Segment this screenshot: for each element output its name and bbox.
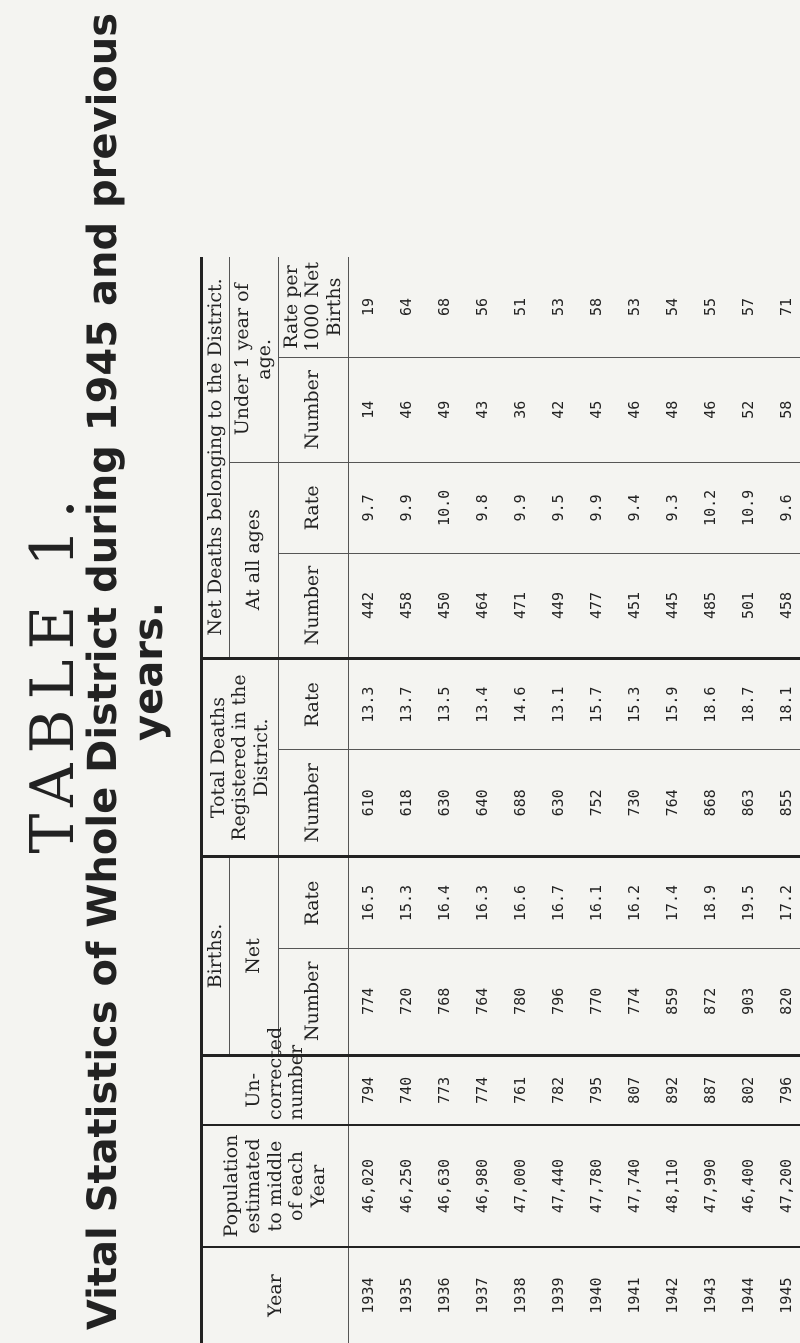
cell-uncorrected: 761 <box>501 1055 539 1125</box>
table-row <box>577 257 615 1343</box>
header-registered-deaths: Total Deaths Registered in the District. <box>202 658 279 856</box>
cell-deaths-number: 630 <box>539 750 577 857</box>
cell-deaths-number: 688 <box>501 750 539 857</box>
vital-statistics-table <box>200 257 800 1343</box>
header-population: Population estimated to middle of each Year <box>202 1125 349 1247</box>
cell-uncorrected: 740 <box>387 1055 425 1125</box>
cell-net-number: 458 <box>767 554 800 659</box>
table-body <box>349 257 800 1343</box>
cell-infant-rate: 19 <box>349 257 388 357</box>
cell-net-rate: 9.6 <box>767 462 800 554</box>
cell-deaths-number: 868 <box>691 750 729 857</box>
cell-deaths-number: 610 <box>349 750 388 857</box>
cell-deaths-rate: 15.9 <box>653 658 691 750</box>
cell-infant-number: 48 <box>653 357 691 462</box>
cell-births-rate: 15.3 <box>387 857 425 949</box>
cell-births-rate: 17.2 <box>767 857 800 949</box>
cell-births-rate: 16.6 <box>501 857 539 949</box>
cell-births-number: 780 <box>501 948 539 1055</box>
cell-deaths-rate: 15.7 <box>577 658 615 750</box>
cell-population: 46,980 <box>463 1125 501 1247</box>
cell-births-rate: 16.4 <box>425 857 463 949</box>
cell-births-rate: 16.7 <box>539 857 577 949</box>
cell-uncorrected: 774 <box>463 1055 501 1125</box>
header-net-rate: Rate <box>278 462 349 554</box>
cell-net-rate: 9.9 <box>577 462 615 554</box>
cell-population: 47,990 <box>691 1125 729 1247</box>
cell-uncorrected: 802 <box>729 1055 767 1125</box>
cell-year: 1939 <box>549 1277 568 1314</box>
cell-year: 1940 <box>587 1277 606 1314</box>
cell-net-rate: 9.9 <box>387 462 425 554</box>
cell-net-rate: 10.0 <box>425 462 463 554</box>
cell-births-rate: 16.3 <box>463 857 501 949</box>
cell-deaths-rate: 15.3 <box>615 658 653 750</box>
cell-net-number: 449 <box>539 554 577 659</box>
cell-infant-number: 46 <box>691 357 729 462</box>
cell-population: 48,110 <box>653 1125 691 1247</box>
cell-infant-number: 49 <box>425 357 463 462</box>
cell-uncorrected: 782 <box>539 1055 577 1125</box>
cell-births-number: 774 <box>349 948 388 1055</box>
cell-net-number: 485 <box>691 554 729 659</box>
cell-births-rate: 16.1 <box>577 857 615 949</box>
cell-infant-number: 45 <box>577 357 615 462</box>
cell-births-rate: 18.9 <box>691 857 729 949</box>
table-row <box>615 257 653 1343</box>
table-row <box>767 257 800 1343</box>
table-row <box>539 257 577 1343</box>
table-row <box>691 257 729 1343</box>
cell-uncorrected: 796 <box>767 1055 800 1125</box>
cell-year: 1938 <box>511 1277 530 1314</box>
cell-year: 1944 <box>739 1277 758 1314</box>
cell-year: 1941 <box>625 1277 644 1314</box>
cell-births-number: 903 <box>729 948 767 1055</box>
cell-infant-number: 46 <box>387 357 425 462</box>
cell-deaths-rate: 13.7 <box>387 658 425 750</box>
cell-infant-number: 52 <box>729 357 767 462</box>
cell-deaths-rate: 18.7 <box>729 658 767 750</box>
cell-infant-number: 58 <box>767 357 800 462</box>
table-title: TABLE 1. <box>18 489 88 854</box>
cell-deaths-number: 630 <box>425 750 463 857</box>
cell-infant-number: 42 <box>539 357 577 462</box>
cell-infant-rate: 68 <box>425 257 463 357</box>
header-uncorrected: Un-corrected number <box>202 1055 349 1125</box>
cell-deaths-number: 855 <box>767 750 800 857</box>
cell-net-number: 464 <box>463 554 501 659</box>
cell-births-number: 720 <box>387 948 425 1055</box>
cell-uncorrected: 807 <box>615 1055 653 1125</box>
cell-births-number: 768 <box>425 948 463 1055</box>
cell-net-rate: 9.5 <box>539 462 577 554</box>
cell-population: 46,400 <box>729 1125 767 1247</box>
cell-net-number: 501 <box>729 554 767 659</box>
cell-net-rate: 9.7 <box>349 462 388 554</box>
cell-infant-rate: 55 <box>691 257 729 357</box>
cell-births-number: 820 <box>767 948 800 1055</box>
cell-infant-rate: 53 <box>539 257 577 357</box>
cell-births-rate: 16.5 <box>349 857 388 949</box>
cell-net-rate: 9.3 <box>653 462 691 554</box>
cell-net-rate: 10.2 <box>691 462 729 554</box>
cell-infant-number: 46 <box>615 357 653 462</box>
cell-births-number: 859 <box>653 948 691 1055</box>
cell-births-rate: 17.4 <box>653 857 691 949</box>
cell-year: 1945 <box>777 1277 796 1314</box>
cell-deaths-rate: 13.3 <box>349 658 388 750</box>
header-births-number: Number <box>278 948 349 1055</box>
cell-deaths-rate: 18.6 <box>691 658 729 750</box>
cell-deaths-rate: 14.6 <box>501 658 539 750</box>
cell-uncorrected: 773 <box>425 1055 463 1125</box>
cell-infant-rate: 54 <box>653 257 691 357</box>
header-infant-number: Number <box>278 357 349 462</box>
cell-births-number: 764 <box>463 948 501 1055</box>
cell-infant-number: 36 <box>501 357 539 462</box>
cell-births-rate: 19.5 <box>729 857 767 949</box>
cell-uncorrected: 794 <box>349 1055 388 1125</box>
cell-population: 47,440 <box>539 1125 577 1247</box>
cell-net-number: 451 <box>615 554 653 659</box>
cell-net-number: 450 <box>425 554 463 659</box>
cell-year: 1936 <box>435 1277 454 1314</box>
cell-year: 1937 <box>473 1277 492 1314</box>
cell-population: 47,000 <box>501 1125 539 1247</box>
header-all-ages: At all ages <box>229 462 278 658</box>
cell-deaths-rate: 13.5 <box>425 658 463 750</box>
header-births-net: Net <box>229 857 278 1055</box>
table-row <box>729 257 767 1343</box>
table-row <box>653 257 691 1343</box>
table-row <box>387 257 425 1343</box>
rotated-table-sheet <box>200 257 796 1343</box>
cell-population: 46,630 <box>425 1125 463 1247</box>
cell-births-rate: 16.2 <box>615 857 653 949</box>
cell-infant-number: 43 <box>463 357 501 462</box>
cell-deaths-number: 863 <box>729 750 767 857</box>
cell-net-number: 477 <box>577 554 615 659</box>
cell-uncorrected: 887 <box>691 1055 729 1125</box>
cell-net-number: 445 <box>653 554 691 659</box>
cell-infant-rate: 53 <box>615 257 653 357</box>
cell-infant-rate: 56 <box>463 257 501 357</box>
cell-uncorrected: 795 <box>577 1055 615 1125</box>
cell-population: 47,780 <box>577 1125 615 1247</box>
header-net-number: Number <box>278 554 349 659</box>
cell-deaths-number: 730 <box>615 750 653 857</box>
cell-deaths-number: 640 <box>463 750 501 857</box>
cell-infant-rate: 58 <box>577 257 615 357</box>
cell-infant-number: 14 <box>349 357 388 462</box>
cell-deaths-rate: 18.1 <box>767 658 800 750</box>
cell-net-number: 458 <box>387 554 425 659</box>
cell-population: 47,200 <box>767 1125 800 1247</box>
cell-net-number: 471 <box>501 554 539 659</box>
cell-infant-rate: 64 <box>387 257 425 357</box>
cell-infant-rate: 51 <box>501 257 539 357</box>
cell-net-number: 442 <box>349 554 388 659</box>
table-subtitle: Vital Statistics of Whole District during 1945 and previous years. <box>80 12 172 1331</box>
cell-population: 46,020 <box>349 1125 388 1247</box>
cell-year: 1943 <box>701 1277 720 1314</box>
cell-year: 1934 <box>359 1277 378 1314</box>
cell-births-number: 774 <box>615 948 653 1055</box>
cell-deaths-number: 618 <box>387 750 425 857</box>
cell-year: 1935 <box>397 1277 416 1314</box>
table-row <box>425 257 463 1343</box>
cell-population: 46,250 <box>387 1125 425 1247</box>
header-infant-rate: Rate per 1000 Net Births <box>278 257 349 357</box>
cell-infant-rate: 57 <box>729 257 767 357</box>
header-deaths-rate: Rate <box>278 658 349 750</box>
table-row <box>349 257 388 1343</box>
table-row <box>463 257 501 1343</box>
cell-deaths-rate: 13.1 <box>539 658 577 750</box>
cell-net-rate: 9.9 <box>501 462 539 554</box>
cell-uncorrected: 892 <box>653 1055 691 1125</box>
cell-population: 47,740 <box>615 1125 653 1247</box>
header-under-one-year: Under 1 year of age. <box>229 257 278 462</box>
table-row <box>501 257 539 1343</box>
header-net-deaths: Net Deaths belonging to the District. <box>202 257 230 658</box>
cell-net-rate: 9.4 <box>615 462 653 554</box>
cell-births-number: 796 <box>539 948 577 1055</box>
cell-year: 1942 <box>663 1277 682 1314</box>
cell-deaths-rate: 13.4 <box>463 658 501 750</box>
header-births-rate: Rate <box>278 857 349 949</box>
cell-deaths-number: 764 <box>653 750 691 857</box>
cell-births-number: 770 <box>577 948 615 1055</box>
cell-infant-rate: 71 <box>767 257 800 357</box>
header-births: Births. <box>202 857 230 1055</box>
page-heading <box>0 0 172 1343</box>
cell-net-rate: 10.9 <box>729 462 767 554</box>
header-deaths-number: Number <box>278 750 349 857</box>
header-year: Year <box>202 1247 349 1343</box>
cell-net-rate: 9.8 <box>463 462 501 554</box>
cell-births-number: 872 <box>691 948 729 1055</box>
cell-deaths-number: 752 <box>577 750 615 857</box>
